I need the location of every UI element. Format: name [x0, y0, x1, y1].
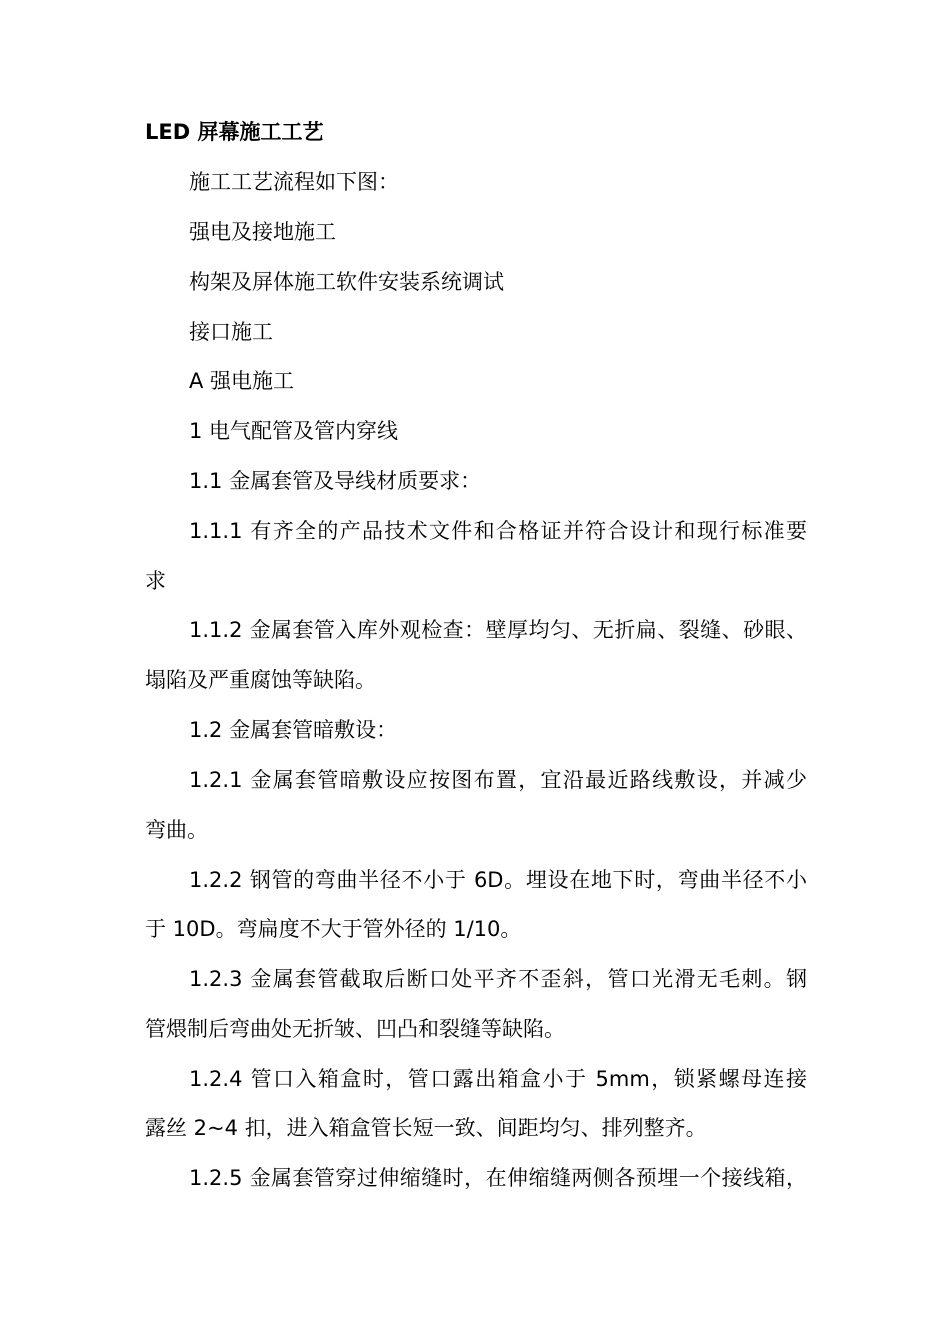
paragraph-line: 1.1.1 有齐全的产品技术文件和合格证并符合设计和现行标准要 [189, 519, 807, 543]
paragraph-line: 1.2.4 管口入箱盒时，管口露出箱盒小于 5mm，锁紧螺母连接 [189, 1067, 807, 1091]
paragraph-line: 1.1.2 金属套管入库外观检查：壁厚均匀、无折扁、裂缝、砂眼、 [189, 618, 807, 642]
paragraph-line-continued: 塌陷及严重腐蚀等缺陷。 [145, 668, 376, 692]
paragraph-line: 接口施工 [189, 320, 273, 344]
paragraph-line: 1.2.2 钢管的弯曲半径不小于 6D。埋设在地下时，弯曲半径不小 [189, 868, 807, 892]
paragraph-line: 强电及接地施工 [189, 220, 336, 244]
paragraph-line-continued: 露丝 2~4 扣，进入箱盒管长短一致、间距均匀、排列整齐。 [145, 1116, 707, 1140]
paragraph-line: 施工工艺流程如下图： [189, 170, 399, 194]
paragraph-line: 1.1 金属套管及导线材质要求： [189, 469, 482, 493]
section-heading: A 强电施工 [189, 369, 295, 393]
paragraph-line: 1.2.3 金属套管截取后断口处平齐不歪斜，管口光滑无毛刺。钢 [189, 967, 807, 991]
paragraph-line: 1.2 金属套管暗敷设： [189, 718, 398, 742]
document-title: LED 屏幕施工工艺 [145, 120, 324, 144]
paragraph-line-continued: 于 10D。弯扁度不大于管外径的 1/10。 [145, 917, 522, 941]
subsection-heading: 1 电气配管及管内穿线 [189, 419, 399, 443]
paragraph-line: 1.2.1 金属套管暗敷设应按图布置，宜沿最近路线敷设，并减少 [189, 768, 807, 792]
paragraph-line: 构架及屏体施工软件安装系统调试 [189, 270, 504, 294]
paragraph-line-continued: 弯曲。 [145, 818, 208, 842]
paragraph-line-continued: 求 [145, 569, 166, 593]
paragraph-line: 1.2.5 金属套管穿过伸缩缝时，在伸缩缝两侧各预埋一个接线箱， [189, 1166, 807, 1190]
paragraph-line-continued: 管煨制后弯曲处无折皱、凹凸和裂缝等缺陷。 [145, 1017, 565, 1041]
